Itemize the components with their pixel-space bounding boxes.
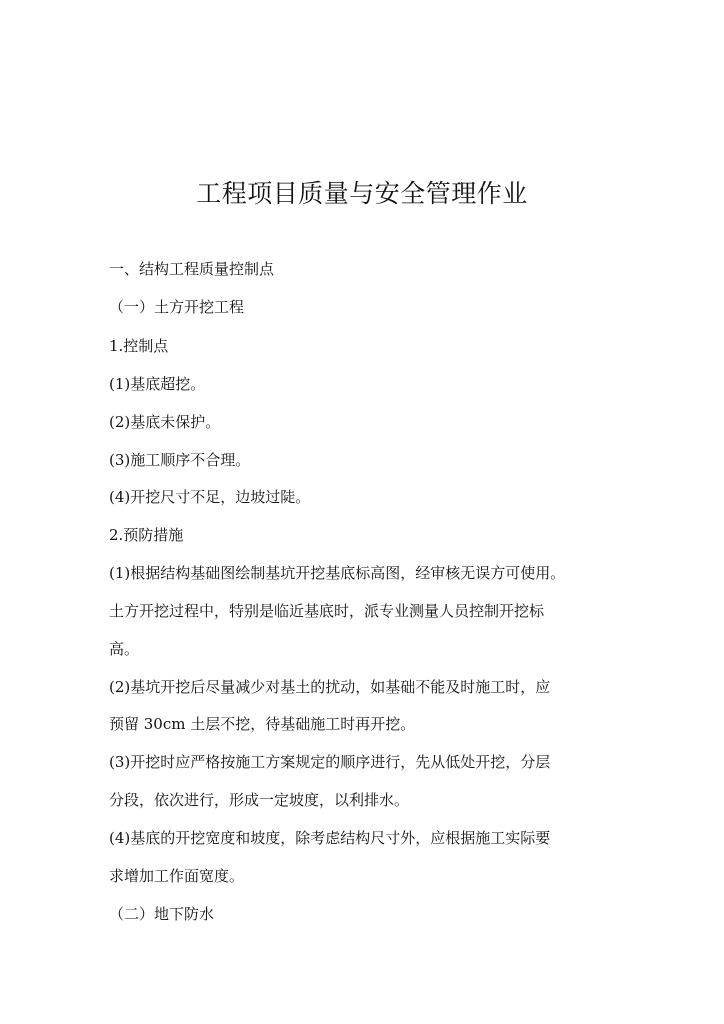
paragraph-line: 求增加工作面宽度。 xyxy=(109,867,245,885)
document-title: 工程项目质量与安全管理作业 xyxy=(196,179,528,208)
paragraph-line: 预留 30cm 土层不挖，待基础施工时再开挖。 xyxy=(109,715,416,733)
section-heading: 一、结构工程质量控制点 xyxy=(109,260,275,278)
paragraph-line: 分段，依次进行，形成一定坡度，以利排水。 xyxy=(109,791,410,809)
item-heading: 1.控制点 xyxy=(109,337,169,355)
paragraph-line: (1)根据结构基础图绘制基坑开挖基底标高图，经审核无误方可使用。 xyxy=(109,564,566,582)
paragraph-line: 高。 xyxy=(109,640,140,658)
subsection-heading: （一）土方开挖工程 xyxy=(109,298,245,316)
subsection-heading: （二）地下防水 xyxy=(109,905,215,923)
item-heading: 2.预防措施 xyxy=(109,526,184,544)
list-item: (3)施工顺序不合理。 xyxy=(109,451,251,469)
paragraph-line: (3)开挖时应严格按施工方案规定的顺序进行，先从低处开挖，分层 xyxy=(109,753,551,771)
paragraph-line: (2)基坑开挖后尽量减少对基土的扰动，如基础不能及时施工时，应 xyxy=(109,678,551,696)
list-item: (2)基底未保护。 xyxy=(109,413,221,431)
list-item: (1)基底超挖。 xyxy=(109,375,206,393)
paragraph-line: 土方开挖过程中，特别是临近基底时，派专业测量人员控制开挖标 xyxy=(109,602,545,620)
list-item: (4)开挖尺寸不足，边坡过陡。 xyxy=(109,488,311,506)
paragraph-line: (4)基底的开挖宽度和坡度，除考虑结构尺寸外，应根据施工实际要 xyxy=(109,829,551,847)
